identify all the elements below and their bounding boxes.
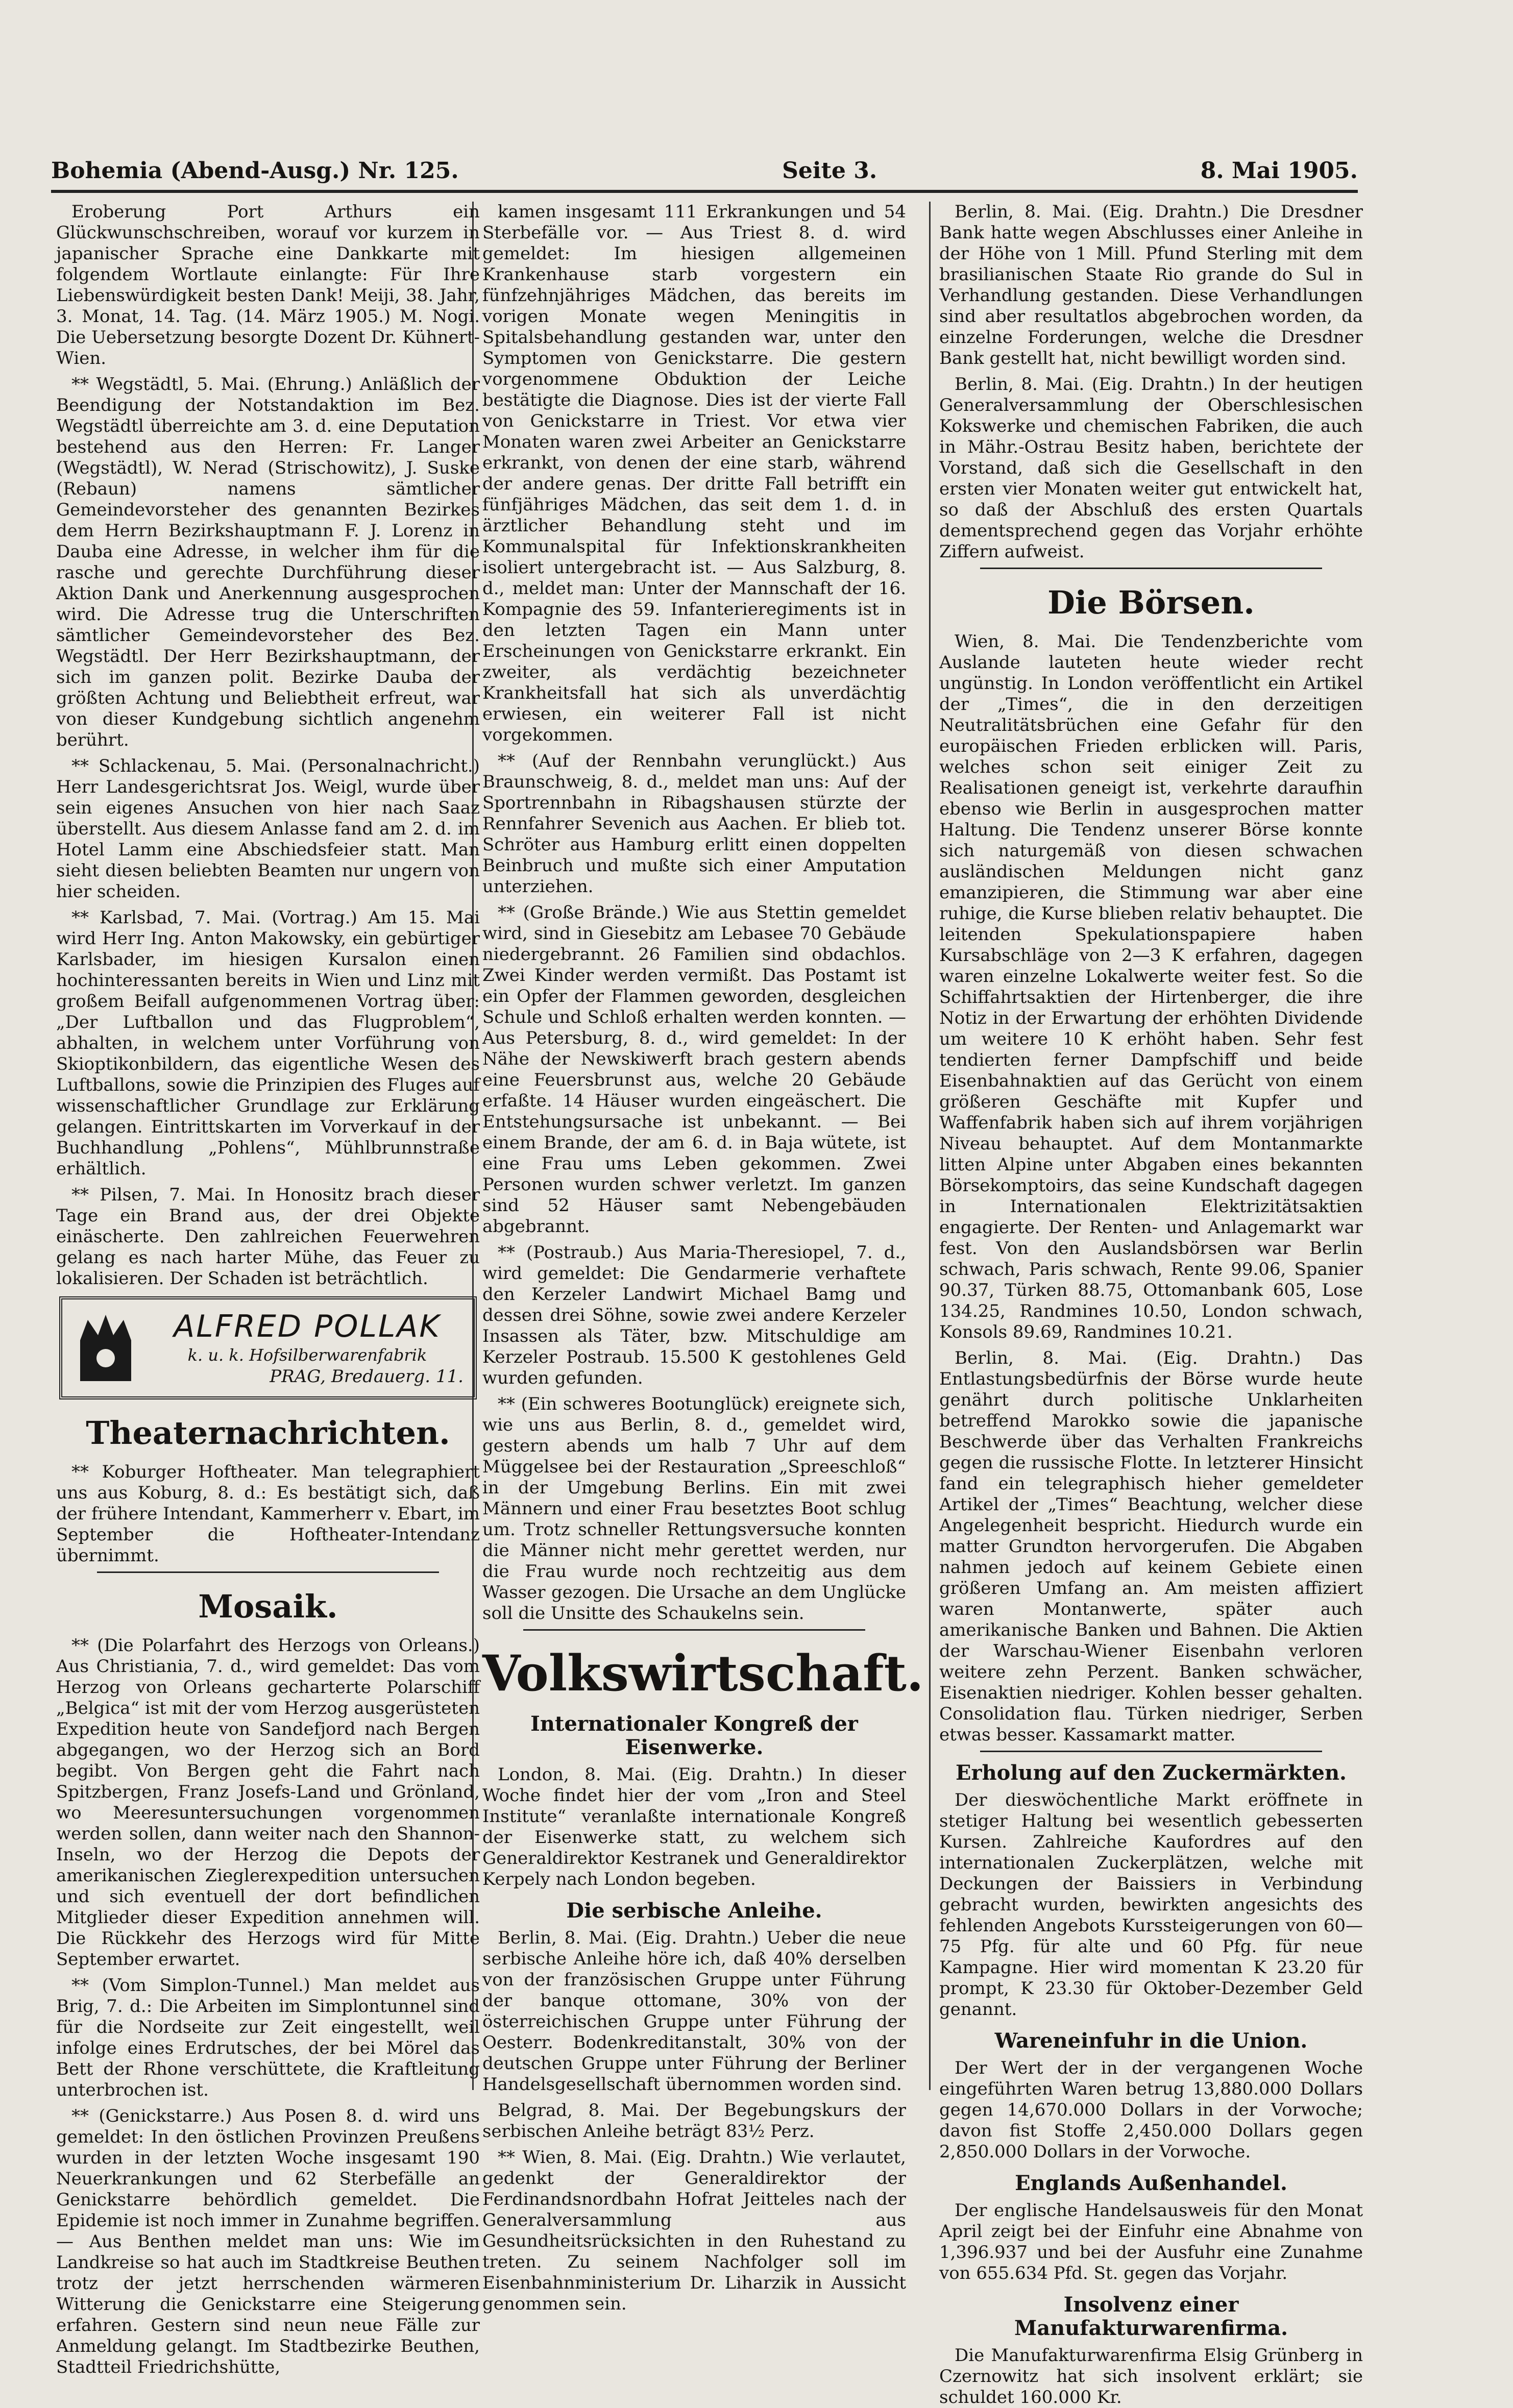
- subheading-insolvenz: Insolvenz einer Manufakturwarenfirma.: [1014, 2293, 1288, 2340]
- article-genickstarre: ** (Genickstarre.) Aus Posen 8. d. wird uns gemeldet: In den östlichen Provinzen Preußens wurden in der letzten Woche insgesamt 190 Neuerkrankungen und 62 Sterbefälle an Genickstarre behördlich gemeldet. Die Epidemie ist noch immer in Zunahme begriffen. — Aus Benthen meldet man uns: Wie im Landkreise so hat auch im Stadtkreise Beuthen trotz der jetzt herrschenden wärmeren Witterung die Genickstarre eine Steigerung erfahren. Gestern sind neun neue Fälle zur Anmeldung gelangt. Im Stadtbezirke Beuthen, Stadtteil Friedrichshütte,: [56, 2106, 480, 2377]
- article-london: London, 8. Mai. (Eig. Drahtn.) In dieser Woche findet hier der vom „Iron and Steel Institute“ veranlaßte internationale Kongreß der Eisenwerke statt, zu welchem sich Generaldirektor Kestranek und Generaldirektor Kerpely nach London begeben.: [482, 1764, 906, 1889]
- column-2: [482, 202, 924, 2314]
- advertisement-pollak: [59, 1296, 477, 1399]
- advertisement-address: PRAG, Bredauerg. 11.: [270, 1366, 463, 1387]
- article-simplon: ** (Vom Simplon-Tunnel.) Man meldet aus Brig, 7. d.: Die Arbeiten im Simplontunnel sind für die Nordseite zur Zeit eingestellt, weil infolge eines Erdrutsches, der bei Mörel das Bett der Rhone verschüttete, die Kraftleitung unterbrochen ist.: [56, 1975, 480, 2100]
- subheading-england: Englands Außenhandel.: [1015, 2171, 1287, 2195]
- article-wien-jeitteles: ** Wien, 8. Mai. (Eig. Drahtn.) Wie verlautet, gedenkt der Generaldirektor der Ferdinandsnordbahn Hofrat Jeitteles nach der Generalversammlung aus Gesundheitsrücksichten in den Ruhestand zu treten. Zu seinem Nachfolger soll im Eisenbahnministerium Dr. Liharzik in Aussicht genommen sein.: [482, 2147, 906, 2314]
- article-genickstarre-cont: kamen insgesamt 111 Erkrankungen und 54 Sterbefälle vor. — Aus Triest 8. d. wird gemeldet: Im hiesigen allgemeinen Krankenhause starb vorgestern ein fünfzehnjähriges Mädchen, das bereits im vorigen Monate wegen Meningitis in Spitalsbehandlung gestanden war, unter den Symptomen von Genickstarre. Die gestern vorgenommene Obduktion der Leiche bestätigte die Diagnose. Dies ist der vierte Fall von Genickstarre in Triest. Vor etwa vier Monaten waren zwei Arbeiter an Genickstarre erkrankt, von denen der eine starb, während der andere genas. Der dritte Fall betrifft ein fünfjähriges Mädchen, das seit dem 1. d. in ärztlicher Behandlung steht und im Kommunalspital für Infektionskrankheiten isoliert untergebracht ist. — Aus Salzburg, 8. d., meldet man: Unter der Mannschaft der 16. Kompagnie des 59. Infanterieregiments ist in den letzten Tagen ein Mann unter Erscheinungen von Genickstarre erkrankt. Ein zweiter, als verdächtig bezeichneter Krankheitsfall hat sich als unverdächtig erwiesen, ein weiterer Fall ist nicht vorgekommen.: [482, 202, 906, 745]
- article-berlin-anleihe: Berlin, 8. Mai. (Eig. Drahtn.) Ueber die neue serbische Anleihe höre ich, daß 40% derselben von der französischen Gruppe unter Führung der banque ottomane, 30% von der österreichischen Gruppe unter Führung der Oesterr. Bodenkreditanstalt, 30% von der deutschen Gruppe unter Führung der Berliner Handelsgesellschaft übernommen worden sind.: [482, 1928, 906, 2095]
- masthead-date: 8. Mai 1905.: [1200, 158, 1358, 184]
- article-pilsen: ** Pilsen, 7. Mai. In Honositz brach dieser Tage ein Brand aus, der drei Objekte einäscherte. Den zahlreichen Feuerwehren gelang es nach harter Mühe, das Feuer zu lokalisieren. Der Schaden ist beträchtlich.: [56, 1185, 480, 1289]
- page-number: Seite 3.: [782, 158, 877, 184]
- article-berlin-boerse: Berlin, 8. Mai. (Eig. Drahtn.) Das Entlastungsbedürfnis der Börse wurde heute genährt durch politische Unklarheiten betreffend Marokko sowie die japanische Beschwerde über das Verhalten Frankreichs gegen die russische Flotte. In letzterer Hinsicht fand ein telegraphisch hieher gemeldeter Artikel der „Times“ Beachtung, welcher diese Angelegenheit bespricht. Hiedurch wurde ein matter Grundton hervorgerufen. Die Abgaben nahmen jedoch auf keinem Gebiete einen größeren Umfang an. Am meisten affiziert waren Montanwerte, später auch amerikanische Banken und Bahnen. Die Aktien der Warschau-Wiener Eisenbahn verloren weitere zehn Perzent. Banken schwächer, Eisenaktien niedriger. Kohlen besser gehalten. Consolidation flau. Türken niedriger, Serben etwas besser. Kassamarkt matter.: [939, 1348, 1363, 1745]
- article-postraub: ** (Postraub.) Aus Maria-Theresiopel, 7. d., wird gemeldet: Die Gendarmerie verhaftete den Kerzeler Landwirt Michael Bamg und dessen drei Söhne, sowie zwei andere Kerzeler Insassen als Täter, bzw. Mitschuldige am Kerzeler Postraub. 15.500 K gestohlenes Geld wurden gefunden.: [482, 1242, 906, 1388]
- masthead-rule: [51, 190, 1358, 193]
- article-england: Der englische Handelsausweis für den Monat April zeigt bei der Einfuhr eine Abnahme von 1,396.937 und bei der Ausfuhr eine Zunahme von 655.634 Pfd. St. gegen das Vorjahr.: [939, 2200, 1363, 2283]
- masthead-title: Bohemia (Abend-Ausg.) Nr. 125.: [51, 158, 459, 184]
- article-braende: ** (Große Brände.) Wie aus Stettin gemeldet wird, sind in Giesebitz am Lebasee 70 Gebäude niedergebrannt. 26 Familien sind obdachlos. Zwei Kinder werden vermißt. Das Postamt ist ein Opfer der Flammen geworden, desgleichen Schule und Schloß erhalten werden konnten. — Aus Petersburg, 8. d., wird gemeldet: In der Nähe der Newskiwerft brach gestern abends eine Feuersbrunst aus, welche 20 Gebäude erfaßte. 14 Häuser wurden eingeäschert. Die Entstehungsursache ist unbekannt. — Bei einem Brande, der am 6. d. in Baja wütete, ist eine Frau ums Leben gekommen. Zwei Personen wurden schwer verletzt. Im ganzen sind 52 Häuser samt Nebengebäuden abgebrannt.: [482, 902, 906, 1237]
- article-polarfahrt: ** (Die Polarfahrt des Herzogs von Orleans.) Aus Christiania, 7. d., wird gemeldet: Das vom Herzog von Orleans gecharterte Polarschiff „Belgica“ ist mit der vom Herzog ausgerüsteten Expedition heute von Sandefjord nach Bergen abgegangen, wo der Herzog sich an Bord begibt. Von Bergen geht die Fahrt nach Spitzbergen, Franz Josefs-Land und Grönland, wo Meeresuntersuchungen vorgenommen werden sollen, dann weiter nach den Shannon-Inseln, wo der Herzog die Depots der amerikanischen Zieglerexpedition untersuchen und sich eventuell der dort befindlichen Mitglieder dieser Expedition annehmen will. Die Rückkehr des Herzogs wird für Mitte September erwartet.: [56, 1635, 480, 1970]
- section-heading-theater: Theaternachrichten.: [86, 1414, 450, 1452]
- article-karlsbad: ** Karlsbad, 7. Mai. (Vortrag.) Am 15. Mai wird Herr Ing. Anton Makowsky, ein gebürtiger Karlsbader, im hiesigen Kursalon einen hochinteressanten bereits in Wien und Linz mit großem Beifall aufgenommenen Vortrag über: „Der Luftballon und das Flugproblem“, abhalten, in welchem unter Vorführung von Skioptikonbildern, das eigentliche Wesen des Luftballons, sowie die Prinzipien des Fluges auf wissenschaftlicher Grundlage zur Erklärung gelangen. Eintrittskarten im Vorverkauf in der Buchhandlung „Pohlens“, Mühlbrunnstraße erhältlich.: [56, 907, 480, 1179]
- article-bootunglueck: ** (Ein schweres Bootunglück) ereignete sich, wie uns aus Berlin, 8. d., gemeldet wird, gestern abends um halb 7 Uhr auf dem Müggelsee bei der Restauration „Spreeschloß“ in der Umgebung Berlins. Ein mit zwei Männern und einer Frau besetztes Boot schlug um. Trotz schneller Rettungsversuche konnten die Männer nicht mehr gerettet werden, nur die Frau wurde noch rechtzeitig aus dem Wasser gezogen. Die Ursache an dem Unglücke soll die Unsitte des Schaukelns sein.: [482, 1394, 906, 1624]
- article-kokswerke: Berlin, 8. Mai. (Eig. Drahtn.) In der heutigen Generalversammlung der Oberschlesischen Kokswerke und chemischen Fabriken, die auch in Mähr.-Ostrau Besitz haben, berichtete der Vorstand, daß sich die Gesellschaft in den ersten vier Monaten weiter gut entwickelt hat, so daß der Abschluß des ersten Quartals dementsprechend gegen das Vorjahr erhöhte Ziffern aufweist.: [939, 374, 1363, 562]
- article-zucker: Der dieswöchentliche Markt eröffnete in stetiger Haltung bei wesentlich gebesserten Kursen. Zahlreiche Kaufordres auf den internationalen Zuckerplätzen, welche mit Deckungen der Baissiers in Verbindung gebracht wurden, bewirkten angesichts des fehlenden Angebots Kurssteigerungen von 60—75 Pfg. für alte und 60 Pfg. für neue Kampagne. Hier wird momentan K 23.20 für prompt, K 23.30 für Oktober-Dezember Geld genannt.: [939, 1790, 1363, 2020]
- divider: [980, 1751, 1322, 1752]
- article-union: Der Wert der in der vergangenen Woche eingeführten Waren betrug 13,880.000 Dollars gegen 14,670.000 Dollars in der Vorwoche; davon fist Stoffe 2,450.000 Dollars gegen 2,850.000 Dollars in der Vorwoche.: [939, 2058, 1363, 2162]
- subheading-kongress: Internationaler Kongreß der Eisenwerke.: [530, 1712, 858, 1759]
- article-paragraph: Eroberung Port Arthurs ein Glückwunschschreiben, worauf vor kurzem in japanischer Sprache eine Dankkarte mit folgendem Wortlaute einlangte: Für Ihre Liebenswürdigkeit besten Dank! Meiji, 38. Jahr, 3. Monat, 14. Tag. (14. März 1905.) M. Nogi. Die Uebersetzung besorgte Dozent Dr. Kühnert-Wien.: [56, 202, 480, 368]
- article-koburg: ** Koburger Hoftheater. Man telegraphiert uns aus Koburg, 8. d.: Es bestätigt sich, daß der frühere Intendant, Kammerherr v. Ebart, im September die Hoftheater-Intendanz übernimmt.: [56, 1462, 480, 1566]
- section-heading-boersen: Die Börsen.: [1047, 584, 1255, 621]
- article-wien-boerse: Wien, 8. Mai. Die Tendenzberichte vom Auslande lauteten heute wieder recht ungünstig. In London veröffentlicht ein Artikel der „Times“, die in den derzeitigen Neutralitätsbrüchen eine Gefahr für den europäischen Frieden erblicken will. Paris, welches schon seit einiger Zeit zu Realisationen geneigt ist, verkehrte daraufhin ebenso wie Berlin in ausgesprochen matter Haltung. Die Tendenz unserer Börse konnte sich naturgemäß von diesen schwachen ausländischen Meldungen nicht ganz emanzipieren, die Stimmung war aber eine ruhige, die Kurse blieben relativ behauptet. Die leitenden Spekulationspapiere haben Kursabschläge von 2—3 K erfahren, dagegen waren einzelne Lokalwerte weiter fest. So die Schiffahrtsaktien der Hirtenberger, die ihre Notiz in der Erwartung der erhöhten Dividende um weitere 10 K erhöht haben. Sehr fest tendierten ferner Dampfschiff und beide Eisenbahnaktien auf das Gerücht von einem größeren Geschäfte mit Kupfer und Waffenfabrik haben sich auf ihrem vorjährigen Niveau behauptet. Auf dem Montanmarkte litten Alpine unter Abgaben eines bekannten Börsekomptoirs, das seine Kundschaft dagegen in Internationalen Elektrizitätsaktien engagierte. Der Renten- und Anlagemarkt war fest. Von den Auslandsbörsen war Berlin schwach, Paris schwach, Rente 99.06, Spanier 90.37, Türken 88.75, Ottomanbank 605, Lose 134.25, Randmines 10.50, London schwach, Konsols 89.69, Randmines 10.21.: [939, 631, 1363, 1342]
- divider: [97, 1571, 439, 1573]
- divider: [523, 1629, 865, 1631]
- article-wegstaedtl: ** Wegstädtl, 5. Mai. (Ehrung.) Anläßlich der Beendigung der Notstandaktion im Bez. Wegstädtl überreichte am 3. d. eine Deputation bestehend aus den Herren: Fr. Langer (Wegstädtl), W. Nerad (Strischowitz), J. Suske (Rebaun) namens sämtlicher Gemeindevorsteher des genannten Bezirkes dem Herrn Bezirkshauptmann F. J. Lorenz in Dauba eine Adresse, in welcher ihm für die rasche und gerechte Durchführung dieser Aktion Dank und Anerkennung ausgesprochen wird. Die Adresse trug die Unterschriften sämtlicher Gemeindevorsteher des Bez. Wegstädtl. Der Herr Bezirkshauptmann, der sich im ganzen polit. Bezirke Dauba der größten Achtung und Beliebtheit erfreut, war von dieser Kundgebung sichtlich angenehm berührt.: [56, 374, 480, 750]
- advertisement-text: [151, 1309, 463, 1387]
- advertisement-line: k. u. k. Hofsilberwarenfabrik: [187, 1345, 427, 1365]
- article-rennbahn: ** (Auf der Rennbahn verunglückt.) Aus Braunschweig, 8. d., meldet man uns: Auf der Sportrennbahn in Ribagshausen stürzte der Rennfahrer Sevenich aus Aachen. Er blieb tot. Schröter aus Hamburg erlitt einen doppelten Beinbruch und mußte sich einer Amputation unterziehen.: [482, 751, 906, 897]
- subheading-union: Wareneinfuhr in die Union.: [994, 2029, 1308, 2053]
- advertisement-name: ALFRED POLLAK: [174, 1309, 441, 1344]
- column-divider: [929, 202, 931, 2090]
- article-schlackenau: ** Schlackenau, 5. Mai. (Personalnachricht.) Herr Landesgerichtsrat Jos. Weigl, wurde über sein eigenes Ansuchen von hier nach Saaz überstellt. Aus diesem Anlasse fand am 2. d. im Hotel Lamm eine Abschiedsfeier statt. Man sieht diesen beliebten Beamten nur ungern von hier scheiden.: [56, 756, 480, 902]
- masthead: [51, 148, 1358, 184]
- column-3: [939, 202, 1363, 2407]
- section-heading-mosaik: Mosaik.: [198, 1588, 338, 1625]
- subheading-serbische-anleihe: Die serbische Anleihe.: [566, 1899, 822, 1923]
- subheading-zucker: Erholung auf den Zuckermärkten.: [956, 1761, 1347, 1785]
- column-1: [56, 202, 480, 2377]
- article-dresdner-bank: Berlin, 8. Mai. (Eig. Drahtn.) Die Dresdner Bank hatte wegen Abschlusses einer Anleihe in der Höhe von 1 Mill. Pfund Sterling mit dem brasilianischen Staate Rio grande do Sul in Verhandlung gestanden. Diese Verhandlungen sind aber resultatlos abgebrochen worden, da einzelne Forderungen, welche die Dresdner Bank gestellt hat, nicht bewilligt worden sind.: [939, 202, 1363, 368]
- crown-crest-icon: [72, 1310, 139, 1386]
- divider: [980, 568, 1322, 569]
- article-belgrad: Belgrad, 8. Mai. Der Begebungskurs der serbischen Anleihe beträgt 83½ Perz.: [482, 2100, 906, 2142]
- article-insolvenz: Die Manufakturwarenfirma Elsig Grünberg in Czernowitz hat sich insolvent erklärt; sie schuldet 160.000 Kr.: [939, 2345, 1363, 2407]
- section-heading-volkswirtschaft: Volkswirtschaft.: [482, 1644, 924, 1702]
